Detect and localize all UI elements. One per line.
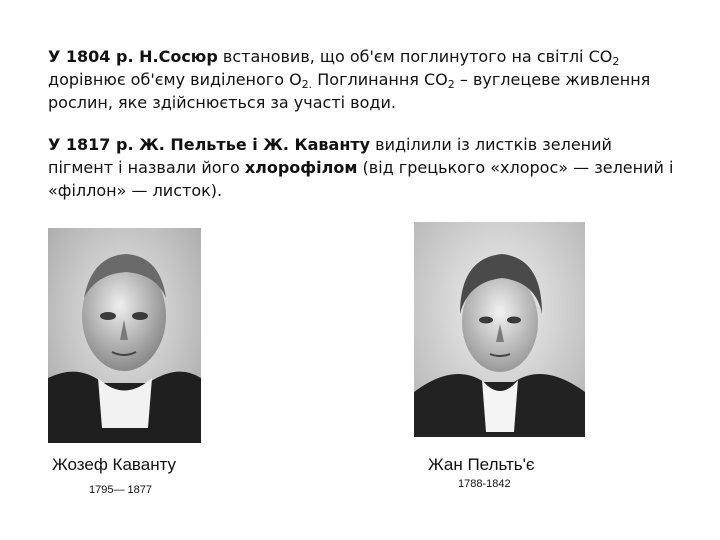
- portrait-pelletier-image: [414, 222, 585, 437]
- co2-subscript-1: 2: [612, 55, 620, 68]
- saussure-text-2: дорівнює об'єму виділеного О: [48, 70, 302, 89]
- saussure-text-1: встановив, що об'єм поглинутого на світлі СО: [217, 47, 613, 66]
- portrait-pelletier: [414, 222, 585, 437]
- co2-subscript-2: 2: [447, 78, 455, 91]
- pelletier-caventou-heading: У 1817 р. Ж. Пельтье і Ж. Каванту: [48, 135, 371, 154]
- portrait-caventou-image: [48, 228, 201, 443]
- chlorophyll-term: хлорофілом: [244, 158, 358, 177]
- saussure-text-4: – вуглецеве живлення рослин, яке здійснюється за участі води.: [48, 70, 651, 112]
- caventou-dates: 1795— 1877: [89, 484, 152, 496]
- paragraph-chlorophyll: [48, 133, 678, 202]
- saussure-heading: У 1804 р. Н.Сосюр: [48, 47, 218, 66]
- pelletier-dates: 1788-1842: [458, 478, 511, 490]
- saussure-text-3: Поглинання СО: [312, 70, 448, 89]
- pelletier-name: Жан Пельть'є: [428, 455, 535, 474]
- o2-subscript: 2.: [301, 78, 313, 91]
- portrait-caventou: [48, 228, 201, 443]
- paragraph-saussure: [48, 45, 678, 114]
- chlorophyll-text-1: виділили із листків зелений пігмент і назвали його: [48, 135, 612, 177]
- chlorophyll-text-2: (від грецького «хлорос» — зелений і «філлон» — листок).: [48, 158, 674, 200]
- caventou-name: Жозеф Каванту: [52, 455, 177, 474]
